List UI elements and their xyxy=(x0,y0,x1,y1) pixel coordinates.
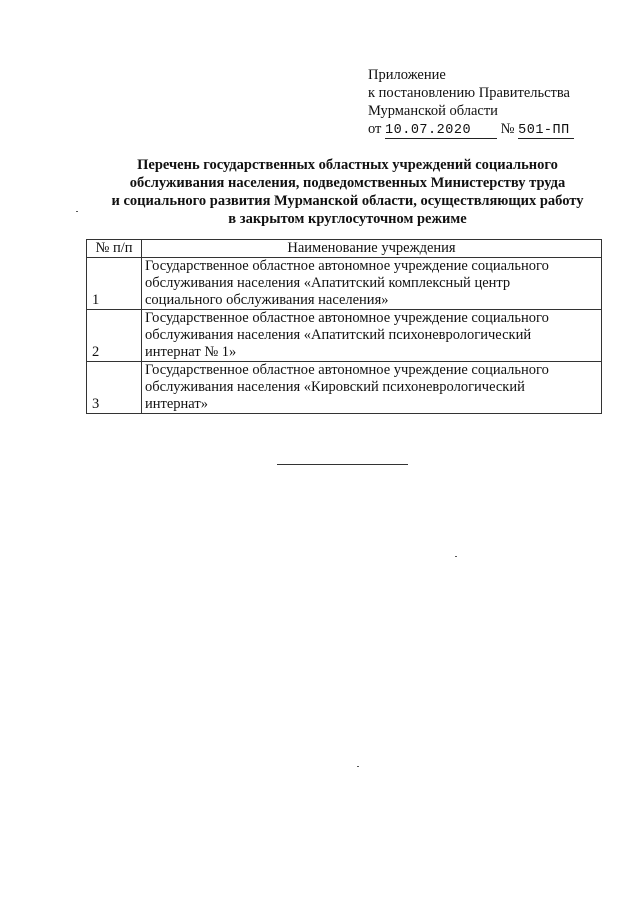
title-line-1: Перечень государственных областных учреждений социального xyxy=(137,157,558,173)
table-row xyxy=(87,258,602,310)
table-row xyxy=(87,310,602,362)
column-header-name: Наименование учреждения xyxy=(142,240,602,258)
row-number: 1 xyxy=(87,258,142,310)
institution-name xyxy=(142,310,602,362)
institution-name xyxy=(142,362,602,414)
institution-name-line: социального обслуживания населения» xyxy=(145,292,389,308)
scan-speck xyxy=(357,766,359,767)
scan-speck xyxy=(455,556,457,557)
institution-name-line: интернат» xyxy=(145,396,208,412)
column-header-number: № п/п xyxy=(87,240,142,258)
institution-name-line: Государственное областное автономное учреждение социального xyxy=(145,310,549,326)
institution-name-line: интернат № 1» xyxy=(145,344,237,360)
date-prefix: от xyxy=(368,121,382,137)
title-line-4: в закрытом круглосуточном режиме xyxy=(228,211,467,227)
institution-name-line: Государственное областное автономное учреждение социального xyxy=(145,258,549,274)
appendix-label: Приложение xyxy=(368,67,446,83)
decree-number: 501-ПП xyxy=(518,123,574,139)
number-prefix: № xyxy=(500,121,515,137)
institution-name-line: обслуживания населения «Апатитский комплексный центр xyxy=(145,275,511,291)
appendix-decree-line: к постановлению Правительства xyxy=(368,85,570,101)
document-title xyxy=(90,156,605,228)
decree-date: 10.07.2020 xyxy=(385,123,497,139)
institution-name-line: обслуживания населения «Апатитский психоневрологический xyxy=(145,327,532,343)
row-number: 2 xyxy=(87,310,142,362)
institution-name-line: Государственное областное автономное учреждение социального xyxy=(145,362,549,378)
table-row xyxy=(87,362,602,414)
decree-reference xyxy=(368,120,608,139)
appendix-region-line: Мурманской области xyxy=(368,103,498,119)
institution-name-line: обслуживания населения «Кировский психоневрологический xyxy=(145,379,525,395)
scan-speck xyxy=(76,211,78,212)
table-header-row xyxy=(87,240,602,258)
row-number: 3 xyxy=(87,362,142,414)
institutions-table xyxy=(86,239,602,414)
appendix-header xyxy=(368,66,608,139)
institution-name xyxy=(142,258,602,310)
title-line-3: и социального развития Мурманской области, осуществляющих работу xyxy=(111,193,584,209)
closing-divider xyxy=(277,464,408,465)
title-line-2: обслуживания населения, подведомственных Министерству труда xyxy=(129,175,566,191)
